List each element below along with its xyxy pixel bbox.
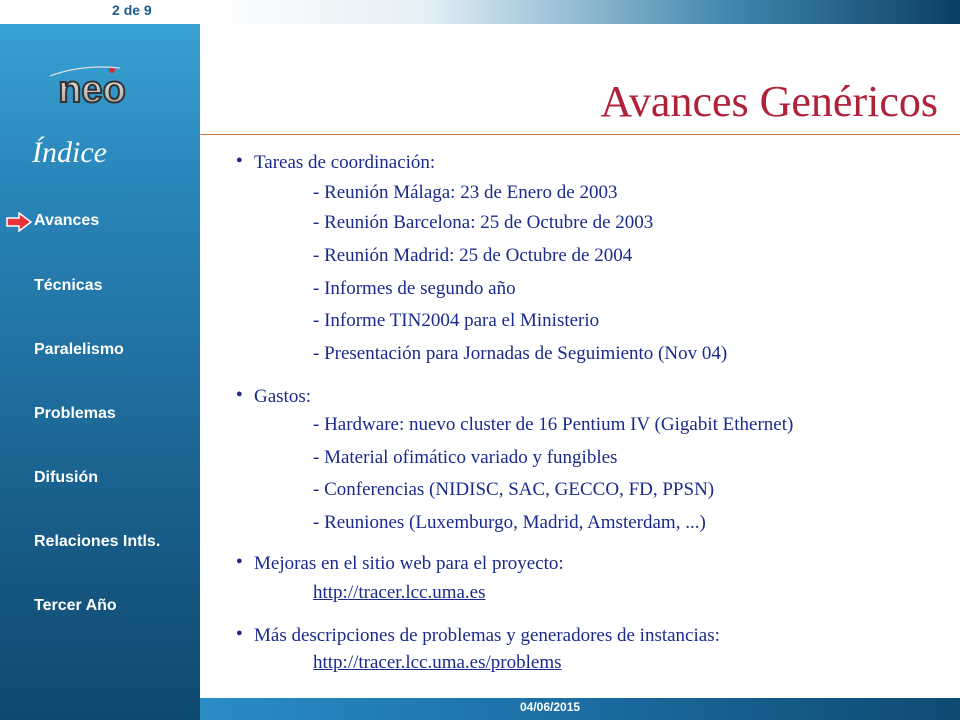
- sub-item: - Material ofimático variado y fungibles: [313, 447, 618, 468]
- nav-item-tecnicas[interactable]: Técnicas: [34, 277, 103, 294]
- page-total: 9: [143, 2, 152, 18]
- bullet-problems: ● Más descripciones de problemas y generadores de instancias:: [238, 625, 720, 647]
- svg-text:neo: neo: [58, 69, 126, 111]
- bullet-gastos: ● Gastos:: [238, 386, 311, 408]
- slide-title: Avances Genéricos: [600, 77, 938, 126]
- footer-date: 04/06/2015: [520, 700, 581, 714]
- sub-item: - Reunión Madrid: 25 de Octubre de 2004: [313, 245, 633, 266]
- neo-logo: [42, 56, 142, 116]
- sub-item: - Hardware: nuevo cluster de 16 Pentium IV (Gigabit Ethernet): [313, 414, 794, 435]
- sub-item: - Reunión Barcelona: 25 de Octubre de 2003: [313, 212, 654, 233]
- page-sep: de: [123, 2, 141, 18]
- page-current: 2: [112, 2, 120, 18]
- link-wrapper: [313, 582, 486, 604]
- nav-item-tercer-ano[interactable]: Tercer Año: [34, 597, 117, 614]
- nav-item-paralelismo[interactable]: Paralelismo: [34, 341, 124, 358]
- problems-link[interactable]: http://tracer.lcc.uma.es/problems: [313, 652, 562, 673]
- sub-item: - Informe TIN2004 para el Ministerio: [313, 310, 600, 331]
- bullet-web: ● Mejoras en el sitio web para el proyecto:: [238, 553, 564, 575]
- top-bar: [200, 0, 960, 24]
- index-heading: Índice: [32, 136, 107, 169]
- sub-item: - Reunión Málaga: 23 de Enero de 2003: [313, 182, 618, 203]
- link-wrapper: [313, 652, 562, 674]
- sub-item: - Informes de segundo año: [313, 278, 516, 299]
- bullet-coordination: ● Tareas de coordinación:: [238, 152, 435, 174]
- title-rule: [200, 134, 960, 135]
- sub-item: - Conferencias (NIDISC, SAC, GECCO, FD, PPSN): [313, 479, 715, 500]
- current-arrow-icon: [6, 212, 32, 232]
- project-site-link[interactable]: http://tracer.lcc.uma.es: [313, 582, 486, 603]
- sub-item: - Presentación para Jornadas de Seguimiento (Nov 04): [313, 343, 728, 364]
- sub-item: - Reuniones (Luxemburgo, Madrid, Amsterdam, ...): [313, 512, 706, 533]
- nav-item-difusion[interactable]: Difusión: [34, 469, 98, 486]
- nav-item-relaciones[interactable]: Relaciones Intls.: [34, 533, 161, 550]
- page-indicator: [0, 0, 200, 24]
- nav-item-avances[interactable]: Avances: [34, 212, 100, 229]
- nav-item-problemas[interactable]: Problemas: [34, 405, 116, 422]
